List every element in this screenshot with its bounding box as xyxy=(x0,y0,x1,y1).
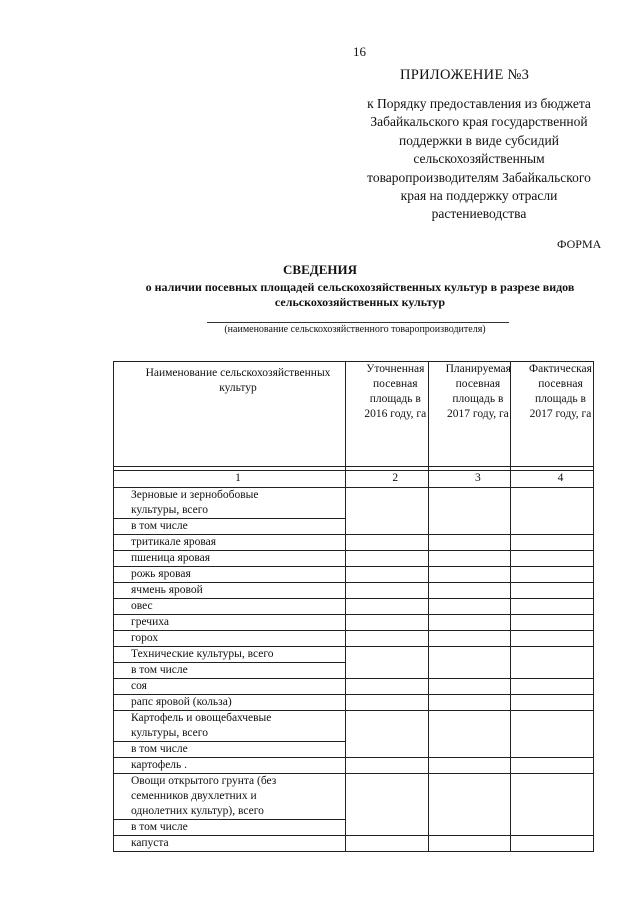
appendix-line: Забайкальского края государственной xyxy=(370,114,588,130)
including-label: в том числе xyxy=(114,819,345,835)
area-value-cell[interactable] xyxy=(346,631,429,647)
header-area-2016: Уточненная посевная площадь в 2016 году, га xyxy=(346,362,429,467)
area-value-cell[interactable] xyxy=(511,679,594,695)
area-value-cell[interactable] xyxy=(346,774,429,836)
area-value-cell[interactable] xyxy=(428,615,511,631)
crop-name: Картофель и овощебахчевые xyxy=(131,712,272,724)
crop-name-cell xyxy=(114,615,346,631)
area-value-cell[interactable] xyxy=(428,583,511,599)
crop-name: пшеница яровая xyxy=(131,552,211,564)
crop-name-cell xyxy=(114,535,346,551)
including-label: в том числе xyxy=(114,741,345,757)
area-value-cell[interactable] xyxy=(511,774,594,836)
area-value-cell[interactable] xyxy=(346,647,429,679)
area-value-cell[interactable] xyxy=(346,535,429,551)
area-value-cell[interactable] xyxy=(346,679,429,695)
table-row xyxy=(114,535,594,551)
area-value-cell[interactable] xyxy=(511,599,594,615)
subtitle-line: сельскохозяйственных культур xyxy=(274,295,446,309)
area-value-cell[interactable] xyxy=(511,711,594,758)
table-row xyxy=(114,774,594,836)
area-value-cell[interactable] xyxy=(511,695,594,711)
column-number: 4 xyxy=(511,471,594,488)
crop-name: Технические культуры, всего xyxy=(131,648,274,660)
table-row xyxy=(114,836,594,852)
area-value-cell[interactable] xyxy=(511,551,594,567)
page-number: 16 xyxy=(353,44,366,59)
area-value-cell[interactable] xyxy=(428,567,511,583)
crop-name: овес xyxy=(131,600,153,612)
area-value-cell[interactable] xyxy=(428,774,511,836)
crop-name-cell xyxy=(114,567,346,583)
appendix-line: товаропроизводителям Забайкальского xyxy=(367,169,591,185)
crop-area-table xyxy=(113,361,594,852)
crop-name: ячмень яровой xyxy=(131,584,203,596)
crop-name-cell xyxy=(114,711,346,758)
area-value-cell[interactable] xyxy=(511,567,594,583)
area-value-cell[interactable] xyxy=(511,631,594,647)
area-value-cell[interactable] xyxy=(346,488,429,535)
producer-name-line xyxy=(207,322,509,323)
appendix-title: ПРИЛОЖЕНИЕ №3 xyxy=(400,67,530,83)
appendix-line: поддержки в виде субсидий xyxy=(399,132,559,148)
table-row xyxy=(114,758,594,774)
area-value-cell[interactable] xyxy=(346,758,429,774)
table-row xyxy=(114,599,594,615)
area-value-cell[interactable] xyxy=(346,551,429,567)
table-row xyxy=(114,615,594,631)
table-row xyxy=(114,679,594,695)
crop-name-cell xyxy=(114,631,346,647)
area-value-cell[interactable] xyxy=(511,583,594,599)
table-row xyxy=(114,583,594,599)
area-value-cell[interactable] xyxy=(346,836,429,852)
crop-name: тритикале яровая xyxy=(131,536,217,548)
header-crop-name: Наименование сельскохозяйственных культур xyxy=(114,362,346,467)
table-row xyxy=(114,488,594,535)
table-body xyxy=(114,488,594,852)
column-number: 3 xyxy=(428,471,511,488)
table-row xyxy=(114,567,594,583)
area-value-cell[interactable] xyxy=(428,695,511,711)
appendix-line: края на поддержку отрасли xyxy=(400,188,558,204)
area-value-cell[interactable] xyxy=(511,758,594,774)
crop-name-cell xyxy=(114,647,346,679)
area-value-cell[interactable] xyxy=(428,535,511,551)
area-value-cell[interactable] xyxy=(428,599,511,615)
crop-name: культуры, всего xyxy=(131,504,208,516)
area-value-cell[interactable] xyxy=(511,836,594,852)
document-title: СВЕДЕНИЯ xyxy=(283,262,357,277)
document-subtitle xyxy=(125,280,595,310)
crop-name: соя xyxy=(131,680,147,692)
including-label: в том числе xyxy=(114,662,345,678)
crop-name: рапс яровой (кольза) xyxy=(131,696,232,708)
area-value-cell[interactable] xyxy=(428,711,511,758)
crop-name-cell xyxy=(114,836,346,852)
area-value-cell[interactable] xyxy=(346,599,429,615)
table-row xyxy=(114,647,594,679)
crop-name-cell xyxy=(114,695,346,711)
table-row xyxy=(114,711,594,758)
crop-name: картофель . xyxy=(131,759,188,771)
crop-name-cell xyxy=(114,599,346,615)
table-header-row xyxy=(114,362,594,467)
table-row xyxy=(114,551,594,567)
crop-name-cell xyxy=(114,679,346,695)
area-value-cell[interactable] xyxy=(511,488,594,535)
header-actual-2017: Фактическая посевная площадь в 2017 году, га xyxy=(511,362,594,467)
form-label: ФОРМА xyxy=(557,237,602,251)
area-value-cell[interactable] xyxy=(511,535,594,551)
crop-name-cell xyxy=(114,488,346,535)
area-value-cell[interactable] xyxy=(428,836,511,852)
subtitle-line: о наличии посевных площадей сельскохозяйственных культур в разрезе видов xyxy=(145,280,575,294)
header-planned-2017: Планируемая посевная площадь в 2017 году, га xyxy=(428,362,511,467)
column-number: 2 xyxy=(346,471,429,488)
area-value-cell[interactable] xyxy=(428,758,511,774)
crop-name: рожь яровая xyxy=(131,568,191,580)
appendix-line: растениеводства xyxy=(431,206,527,222)
column-number-row xyxy=(114,471,594,488)
crop-name-cell xyxy=(114,774,346,836)
area-value-cell[interactable] xyxy=(428,551,511,567)
crop-name: Овощи открытого грунта (без xyxy=(131,775,277,787)
column-number: 1 xyxy=(114,471,346,488)
appendix-subtitle xyxy=(348,95,610,224)
area-value-cell[interactable] xyxy=(346,567,429,583)
crop-name-cell xyxy=(114,551,346,567)
area-value-cell[interactable] xyxy=(511,647,594,679)
area-value-cell[interactable] xyxy=(346,711,429,758)
including-label: в том числе xyxy=(114,518,345,534)
crop-name-cell xyxy=(114,583,346,599)
appendix-line: сельскохозяйственным xyxy=(413,151,545,167)
crop-name: семенников двухлетних и xyxy=(131,790,257,802)
crop-name: горох xyxy=(131,632,159,644)
crop-name: Зерновые и зернобобовые xyxy=(131,489,259,501)
table-row xyxy=(114,695,594,711)
area-value-cell[interactable] xyxy=(346,583,429,599)
appendix-line: к Порядку предоставления из бюджета xyxy=(367,96,591,111)
crop-name: культуры, всего xyxy=(131,727,208,739)
area-value-cell[interactable] xyxy=(428,679,511,695)
area-value-cell[interactable] xyxy=(428,488,511,535)
area-value-cell[interactable] xyxy=(346,615,429,631)
crop-name: капуста xyxy=(131,837,169,849)
crop-name-cell xyxy=(114,758,346,774)
area-value-cell[interactable] xyxy=(428,647,511,679)
area-value-cell[interactable] xyxy=(511,615,594,631)
crop-name: однолетних культур), всего xyxy=(131,805,264,817)
area-value-cell[interactable] xyxy=(428,631,511,647)
crop-name: гречиха xyxy=(131,616,169,628)
table-row xyxy=(114,631,594,647)
producer-caption: (наименование сельскохозяйственного товаропроизводителя) xyxy=(224,324,486,335)
area-value-cell[interactable] xyxy=(346,695,429,711)
